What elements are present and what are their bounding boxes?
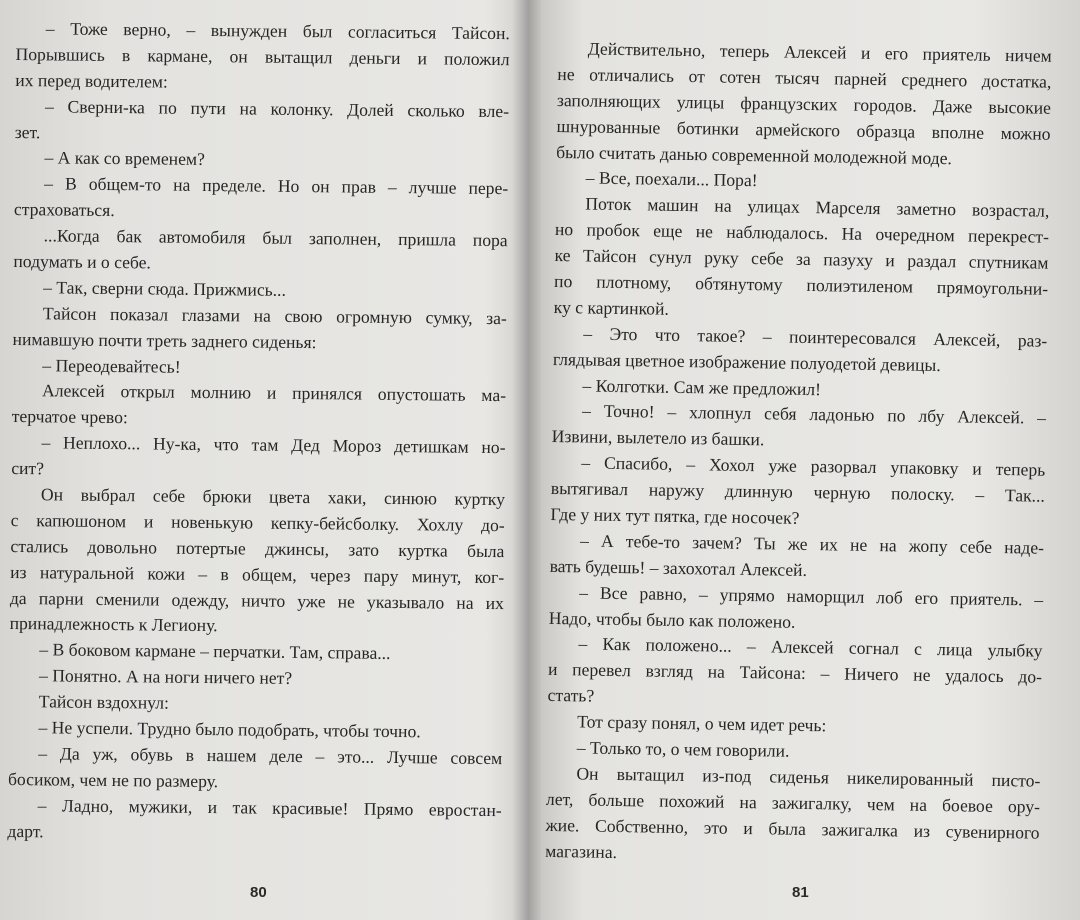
text-line: с капюшоном и новенькую кепку-бейсболку. Хохлу до- [10, 509, 505, 536]
text-line: – А тебе-то зачем? Ты же их не на жопу себе наде- [579, 530, 1045, 558]
text-line: ...Когда бак автомобиля был заполнен, пришла пора [43, 225, 508, 251]
text-line: – Так, сверни сюда. Прижмись... [43, 277, 287, 300]
text-line: – Спасибо, – Хохол уже разорвал упаковку и теперь [581, 452, 1046, 480]
text-line: – Сверни-ка по пути на колонку. Долей сколько вле- [44, 95, 510, 121]
right-page-text [545, 36, 1052, 872]
text-line: Действительно, теперь Алексей и его приятель ничем [587, 38, 1052, 66]
text-line: стались довольно потертые джинсы, зато куртка была [10, 535, 505, 561]
text-line: – Понятно. А на ноги ничего нет? [38, 665, 293, 689]
text-line: принадлежность к Легиону. [9, 613, 218, 636]
text-line: да парни сменили одежду, ничто уже не указывало на их [9, 587, 504, 613]
right-page-number: 81 [792, 884, 809, 901]
text-line: сит? [11, 458, 45, 479]
text-line: – Тоже верно, – вынужден был согласиться Тайсон. [45, 18, 510, 44]
text-line: нимавшую почти треть заднего сиденья: [12, 328, 317, 352]
text-line: страховаться. [13, 199, 115, 221]
text-line: по плотному, обтянутому полиэтиленом прямоугольни- [553, 270, 1049, 299]
text-line: – Все, поехали... Пора! [585, 167, 758, 191]
text-line: Алексей открыл молнию и принялся опустошать ма- [41, 380, 507, 406]
left-page-text [7, 16, 510, 850]
text-line: терчатое чрево: [11, 406, 128, 428]
text-line: – Точно! – хлопнул себя ладонью по лбу Алексей. – [581, 400, 1047, 429]
text-line: – А как со временем? [44, 147, 205, 170]
text-line: – Ладно, мужики, и так красивые! Прямо евростан- [37, 794, 502, 820]
text-line: Он выбрал себе брюки цвета хаки, синюю куртку [40, 484, 506, 510]
text-line: Порывшись в кармане, он вытащил деньги и положил [15, 43, 510, 70]
text-line: зет. [14, 121, 41, 142]
text-line: шнурованные ботинки армейского образца вполне можно [556, 115, 1051, 144]
left-page [0, 0, 520, 920]
text-line: подумать и о себе. [13, 251, 152, 273]
text-line: не отличались от сотен тысяч парней среднего достатка, [557, 63, 1052, 92]
text-line: но пробок еще не наблюдалось. На очередном перекрест- [554, 219, 1050, 247]
text-line: – Колготки. Сам же предложил! [582, 375, 822, 399]
text-line: – В общем-то на пределе. Но он прав – лучше пере- [44, 173, 509, 199]
text-line: – Не успели. Трудно было подобрать, чтобы точно. [38, 717, 421, 742]
text-line: заполняющих улицы французских городов. Даже высокие [556, 89, 1052, 118]
text-line: и перевел взгляд на Тайсона: – Ничего не удалось до- [547, 659, 1043, 688]
text-line: вытягивал наружу длинную черную полоску. – Так... [550, 478, 1045, 506]
text-line: магазина. [545, 840, 618, 862]
text-line: из натуральной кожи – в общем, через пару минут, ког- [10, 561, 505, 587]
text-line: – Неплохо... Ну-ка, что там Дед Мороз детишкам но- [41, 432, 506, 458]
text-line: вать будешь! – захохотал Алексей. [549, 555, 808, 580]
text-line: Где у них тут пятка, где носочек? [550, 503, 800, 528]
text-line: Извини, вылетело из башки. [551, 426, 765, 450]
text-line: – Все равно, – упрямо наморщил лоб его приятель. – [579, 582, 1044, 610]
text-line: Тайсон вздохнул: [38, 691, 170, 713]
text-line: стать? [547, 685, 595, 706]
text-line: Он вытащил из-под сиденья никелированный писто- [576, 763, 1041, 791]
text-line: – Только то, о чем говорили. [576, 737, 790, 761]
text-line: ке Тайсон сунул руку себе за пазуху и раздал спутникам [554, 245, 1049, 273]
text-line: – В боковом кармане – перчатки. Там, справа... [39, 639, 391, 664]
text-line: – Переодевайтесь! [42, 354, 181, 377]
text-line: – Как положено... – Алексей согнал с лица улыбку [578, 633, 1043, 662]
text-line: их перед водителем: [15, 69, 168, 92]
text-line: глядывая цветное изображение полуодетой девицы. [552, 348, 941, 375]
text-line: босиком, чем не по размеру. [7, 768, 219, 791]
text-line: Тот сразу понял, о чем идет речь: [577, 711, 827, 736]
text-line: жие. Собственно, это и была зажигалка из сувенирного [545, 814, 1040, 843]
text-line: ку с картинкой. [553, 296, 670, 319]
text-line: Поток машин на улицах Марселя заметно возрастал, [585, 193, 1050, 222]
text-line: было считать данью современной молодежной моде. [556, 141, 953, 168]
text-line: лет, больше похожий на зажигалку, чем на боевое ору- [545, 788, 1041, 817]
text-line: – Да уж, обувь в нашем деле – это... Лучше совсем [38, 743, 503, 769]
text-line: дарт. [7, 820, 44, 841]
left-page-number: 80 [250, 884, 267, 901]
right-page [540, 0, 1080, 920]
text-line: Тайсон показал глазами на свою огромную сумку, за- [42, 303, 507, 328]
text-line: Надо, чтобы было как положено. [548, 607, 796, 632]
text-line: – Это что такое? – поинтересовался Алексей, раз- [583, 323, 1048, 351]
